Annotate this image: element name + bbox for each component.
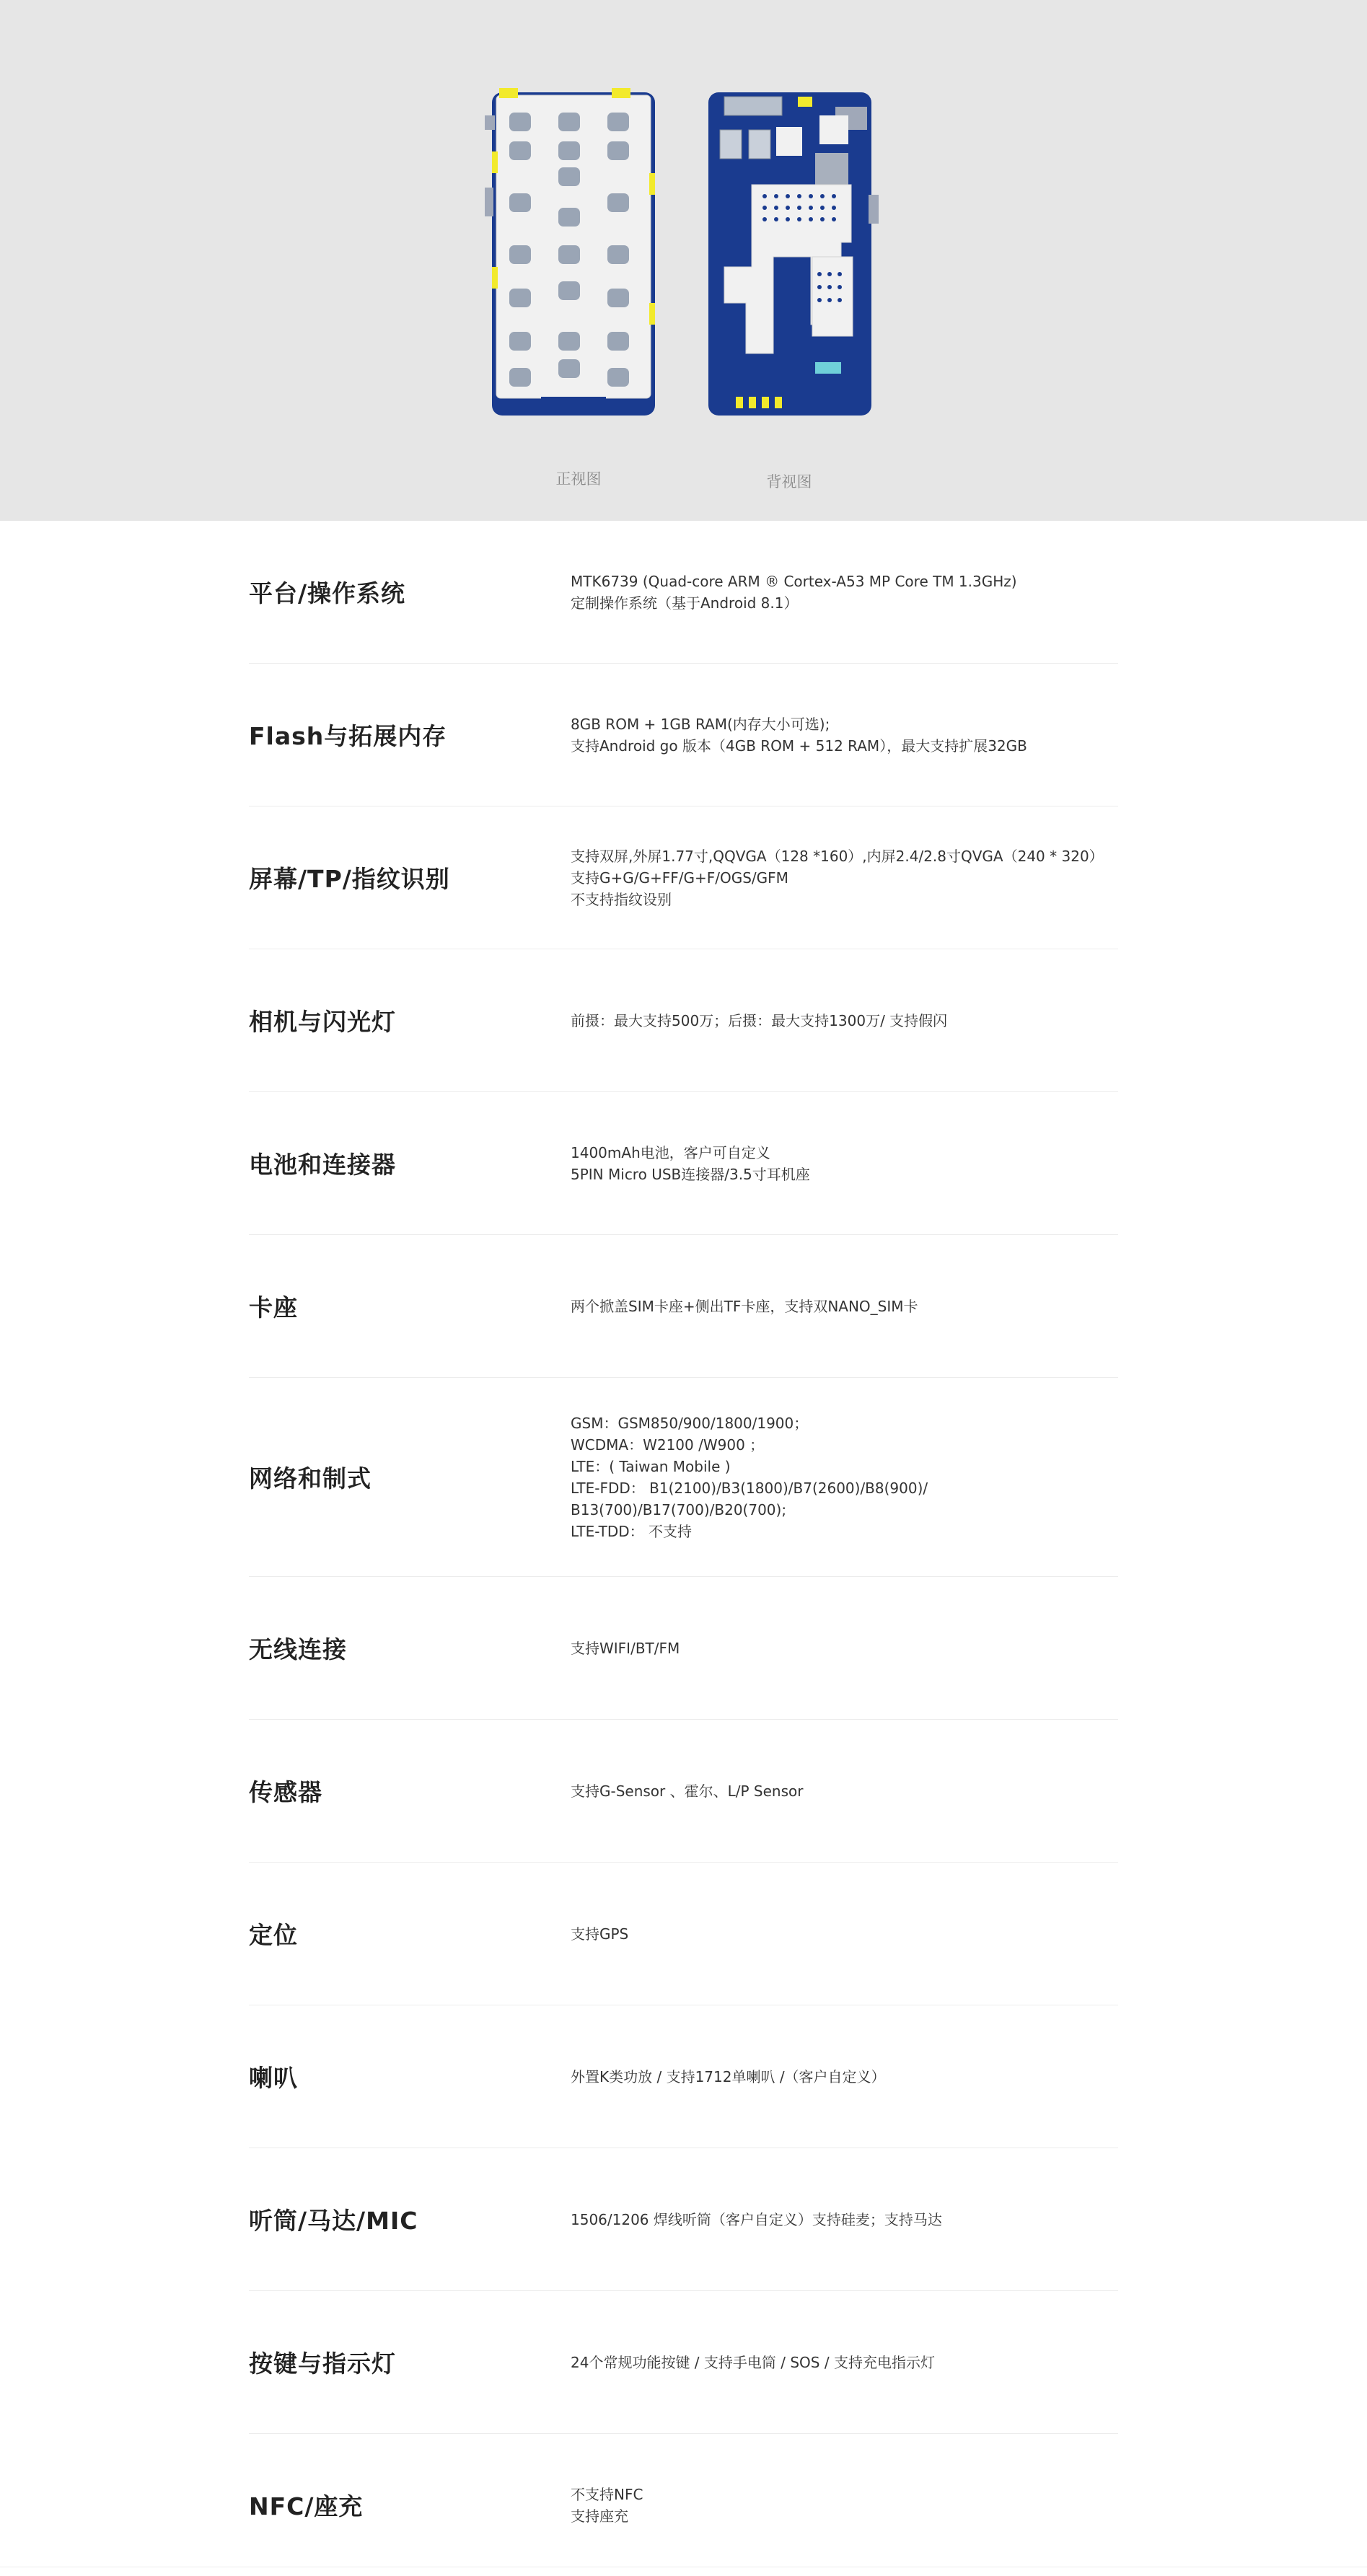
spec-value	[571, 1010, 1119, 1032]
spec-value-line: 支持G+G/G+FF/G+F/OGS/GFM	[571, 869, 788, 887]
spec-value-line: 支持WIFI/BT/FM	[571, 1639, 680, 1657]
spec-value	[571, 713, 1119, 757]
spec-row-speaker	[249, 2005, 1118, 2148]
pcb-back-image	[707, 87, 887, 418]
spec-label: 卡座	[249, 1293, 298, 1322]
spec-row-positioning	[249, 1863, 1118, 2005]
spec-value	[571, 1780, 1119, 1802]
spec-row-platform	[249, 521, 1118, 664]
spec-value-line: 支持座充	[571, 2507, 628, 2525]
spec-label: 无线连接	[249, 1635, 347, 1663]
spec-row-camera	[249, 949, 1118, 1092]
spec-value-line: 外置K类功放 / 支持1712单喇叭 /（客户自定义）	[571, 2067, 886, 2085]
spec-value-line: 定制操作系统（基于Android 8.1）	[571, 594, 799, 612]
spec-value-line: LTE：( Taiwan Mobile )	[571, 1457, 731, 1475]
spec-label: 网络和制式	[249, 1464, 372, 1493]
spec-label: 电池和连接器	[249, 1151, 396, 1179]
spec-value-line: 1400mAh电池，客户可自定义	[571, 1143, 770, 1161]
spec-row-keys	[249, 2291, 1118, 2434]
spec-row-network	[249, 1378, 1118, 1577]
spec-label: 定位	[249, 1921, 298, 1949]
spec-value-line: WCDMA：W2100 /W900 ；	[571, 1436, 765, 1454]
spec-value	[571, 1412, 1119, 1542]
spec-label: 按键与指示灯	[249, 2349, 396, 2378]
spec-value	[571, 845, 1119, 910]
back-view-caption: 背视图	[766, 473, 812, 491]
spec-value-line: LTE-FDD： B1(2100)/B3(1800)/B7(2600)/B8(900)/	[571, 1479, 928, 1497]
spec-value	[571, 1142, 1119, 1185]
spec-row-battery	[249, 1092, 1118, 1235]
spec-value	[571, 2066, 1119, 2088]
spec-row-nfc	[249, 2434, 1118, 2576]
spec-value-line: 前摄：最大支持500万；后摄：最大支持1300万/ 支持假闪	[571, 1011, 948, 1029]
spec-value	[571, 2352, 1119, 2373]
spec-value-line: 24个常规功能按键 / 支持手电筒 / SOS / 支持充电指示灯	[571, 2353, 935, 2371]
spec-table	[249, 521, 1118, 2576]
spec-value	[571, 1296, 1119, 1317]
spec-row-screen	[249, 806, 1118, 949]
pcb-front-image	[483, 87, 664, 418]
spec-value-line: 5PIN Micro USB连接器/3.5寸耳机座	[571, 1165, 810, 1183]
spec-value-line: 支持GPS	[571, 1925, 629, 1943]
spec-value-line: 支持双屏,外屏1.77寸,QQVGA（128 *160）,内屏2.4/2.8寸QVGA（240 * 320）	[571, 847, 1104, 865]
spec-value	[571, 571, 1119, 614]
spec-row-wireless	[249, 1577, 1118, 1720]
spec-value	[571, 1638, 1119, 1659]
spec-label: 平台/操作系统	[249, 579, 406, 607]
spec-row-card-slot	[249, 1235, 1118, 1378]
spec-value-line: MTK6739 (Quad-core ARM ® Cortex-A53 MP Core TM 1.3GHz)	[571, 572, 1017, 590]
spec-value-line: B13(700)/B17(700)/B20(700);	[571, 1500, 787, 1518]
front-view-caption: 正视图	[555, 470, 602, 488]
spec-row-sensor	[249, 1720, 1118, 1863]
spec-label: 相机与闪光灯	[249, 1008, 396, 1036]
spec-value-line: GSM：GSM850/900/1800/1900；	[571, 1414, 809, 1432]
product-hero	[0, 0, 1367, 521]
spec-label: NFC/座充	[249, 2492, 364, 2520]
spec-value-line: 不支持指纹设别	[571, 890, 672, 908]
spec-label: 听筒/马达/MIC	[249, 2207, 418, 2235]
spec-label: Flash与拓展内存	[249, 722, 447, 750]
spec-value-line: 两个掀盖SIM卡座+侧出TF卡座，支持双NANO_SIM卡	[571, 1297, 918, 1315]
spec-row-flash	[249, 664, 1118, 806]
spec-value-line: 1506/1206 焊线听筒（客户自定义）支持硅麦；支持马达	[571, 2210, 942, 2228]
spec-value-line: 支持G-Sensor 、霍尔、L/P Sensor	[571, 1782, 804, 1800]
spec-label: 喇叭	[249, 2064, 298, 2092]
spec-value-line: 不支持NFC	[571, 2485, 643, 2503]
spec-value-line: 8GB ROM + 1GB RAM(内存大小可选);	[571, 715, 830, 733]
spec-value-line: LTE-TDD： 不支持	[571, 1522, 692, 1540]
spec-row-receiver	[249, 2148, 1118, 2291]
spec-value	[571, 1923, 1119, 1945]
spec-value-line: 支持Android go 版本（4GB ROM + 512 RAM），最大支持扩展32GB	[571, 737, 1027, 755]
spec-label: 屏幕/TP/指纹识别	[249, 865, 450, 893]
spec-label: 传感器	[249, 1778, 322, 1806]
spec-value	[571, 2484, 1119, 2527]
spec-value	[571, 2209, 1119, 2230]
